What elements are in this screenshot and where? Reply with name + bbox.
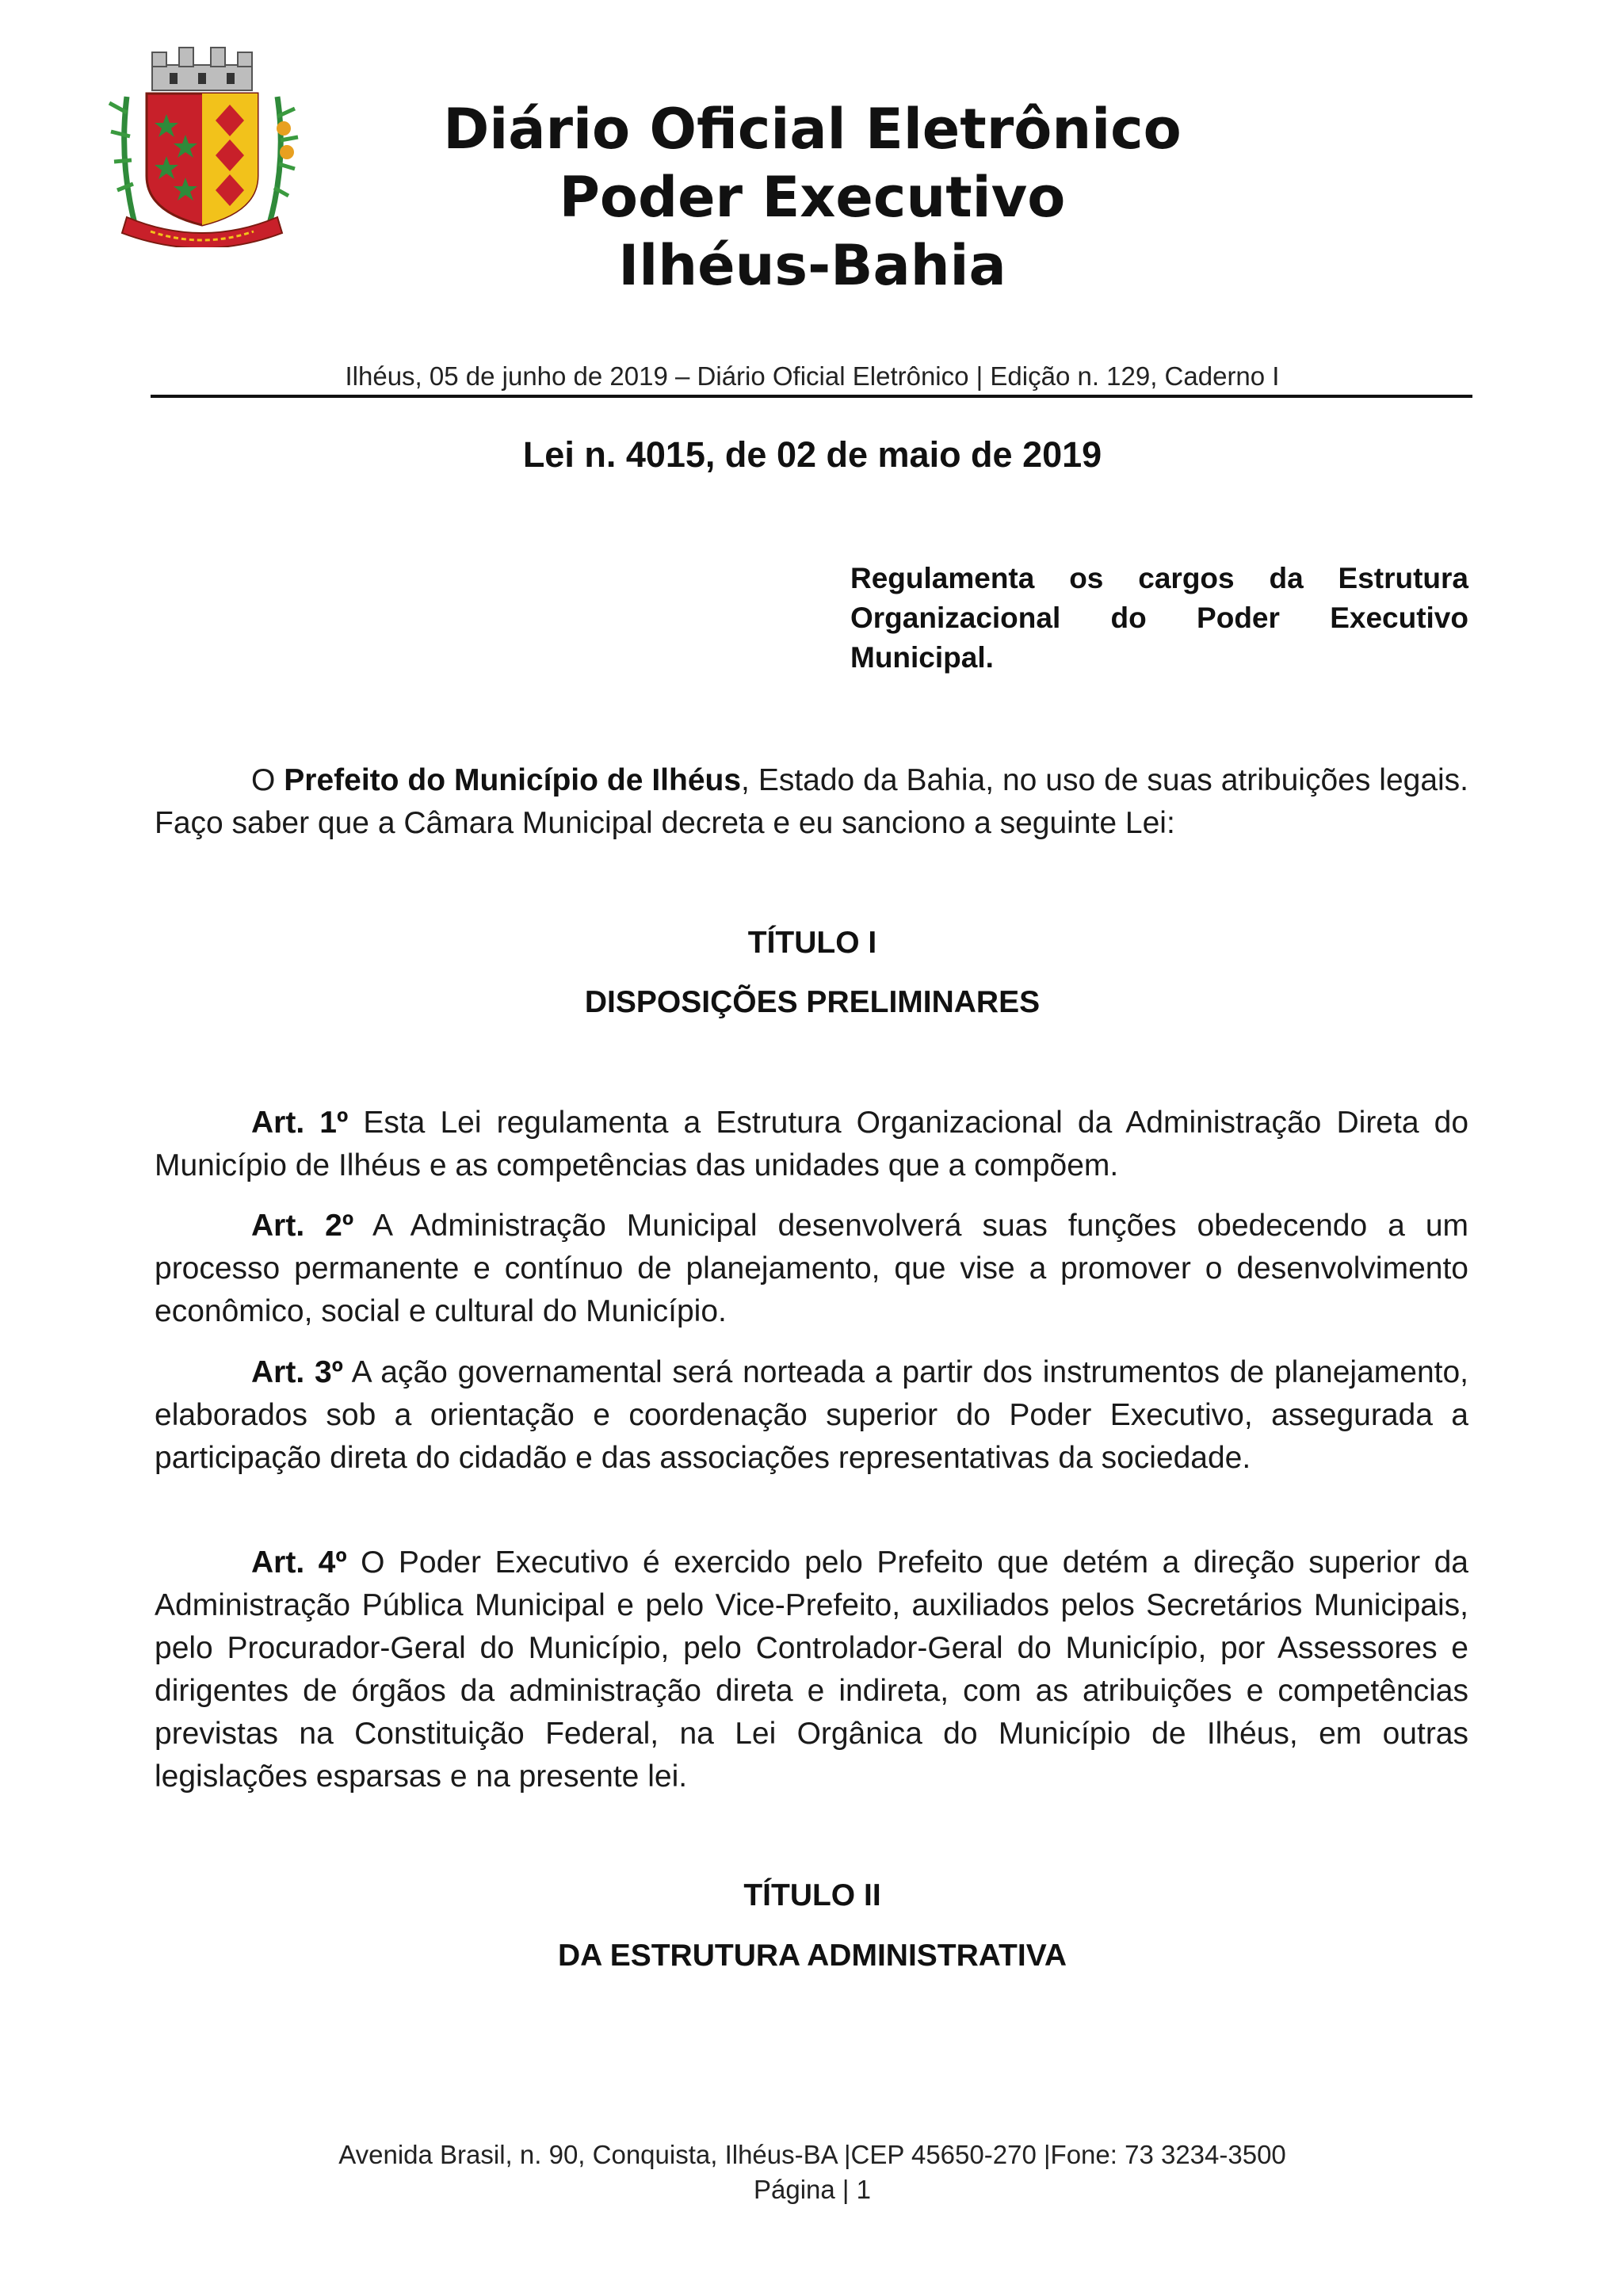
page-footer [151,2137,1474,2207]
law-title: Lei n. 4015, de 02 de maio de 2019 [522,434,1102,475]
masthead-branch: Poder Executivo [559,165,1066,230]
header-divider [151,395,1472,398]
masthead-title: Diário Oficial Eletrônico [443,97,1182,162]
article-4 [155,1541,1468,1798]
law-ementa: Regulamenta os cargos da Estrutura Organizacional do Poder Executivo Municipal. [850,562,1468,674]
preamble-text: , Estado da Bahia, no uso de suas atribuições legais. Faço saber que a Câmara Municipal decreta e eu sanciono a seguinte Lei: [155,763,1469,840]
title-2-name: DA ESTRUTURA ADMINISTRATIVA [557,1939,1067,1973]
article-text: O Poder Executivo é exercido pelo Prefeito que detém a direção superior da Administração Pública Municipal e pelo Vice-Prefeito, auxiliados pelos Secretários Municipais, pelo Procurador-Geral do Município, pelo Controlador-Geral do Município, por Assessores e dirigentes de órgãos da administração direta e indireta, com as atribuições e competências previstas na Constituição Federal, na Lei Orgânica do Município de Ilhéus, em outras legislações esparsas e na presente lei. [155,1545,1468,1794]
article-text: Esta Lei regulamenta a Estrutura Organizacional da Administração Direta do Município de Ilhéus e as competências das unidades que a compõem. [155,1106,1469,1182]
article-3 [155,1351,1468,1480]
article-text: A ação governamental será norteada a partir dos instrumentos de planejamento, elaborados sob a orientação e coordenação superior do Poder Executivo, assegurada a participação direta do cidadão e das associações representativas da sociedade. [155,1355,1468,1475]
preamble-authority: Prefeito do Município de Ilhéus [284,763,742,797]
masthead-city: Ilhéus-Bahia [618,233,1006,298]
article-2 [155,1205,1468,1333]
footer-address: Avenida Brasil, n. 90, Conquista, Ilhéus-BA |CEP 45650-270 |Fone: 73 3234-3500 [338,2140,1286,2169]
municipal-crest-icon [103,41,301,247]
article-label: Art. 1º [251,1106,349,1140]
title-2-number: TÍTULO II [743,1878,881,1912]
page-number: Página | 1 [753,2175,872,2204]
article-label: Art. 2º [251,1209,354,1243]
preamble-paragraph [155,759,1468,845]
preamble-lead: O [251,763,285,797]
title-1-number: TÍTULO I [747,926,877,960]
article-text: A Administração Municipal desenvolverá suas funções obedecendo a um processo permanente e contínuo de planejamento, que vise a promover o desenvolvimento econômico, social e cultural do Município. [155,1209,1469,1328]
article-1 [155,1102,1468,1187]
gazette-masthead [309,95,1316,300]
article-label: Art. 3º [251,1355,343,1389]
article-label: Art. 4º [251,1545,347,1580]
edition-line: Ilhéus, 05 de junho de 2019 – Diário Oficial Eletrônico | Edição n. 129, Caderno I [345,361,1280,391]
title-1-name: DISPOSIÇÕES PRELIMINARES [584,985,1041,1019]
